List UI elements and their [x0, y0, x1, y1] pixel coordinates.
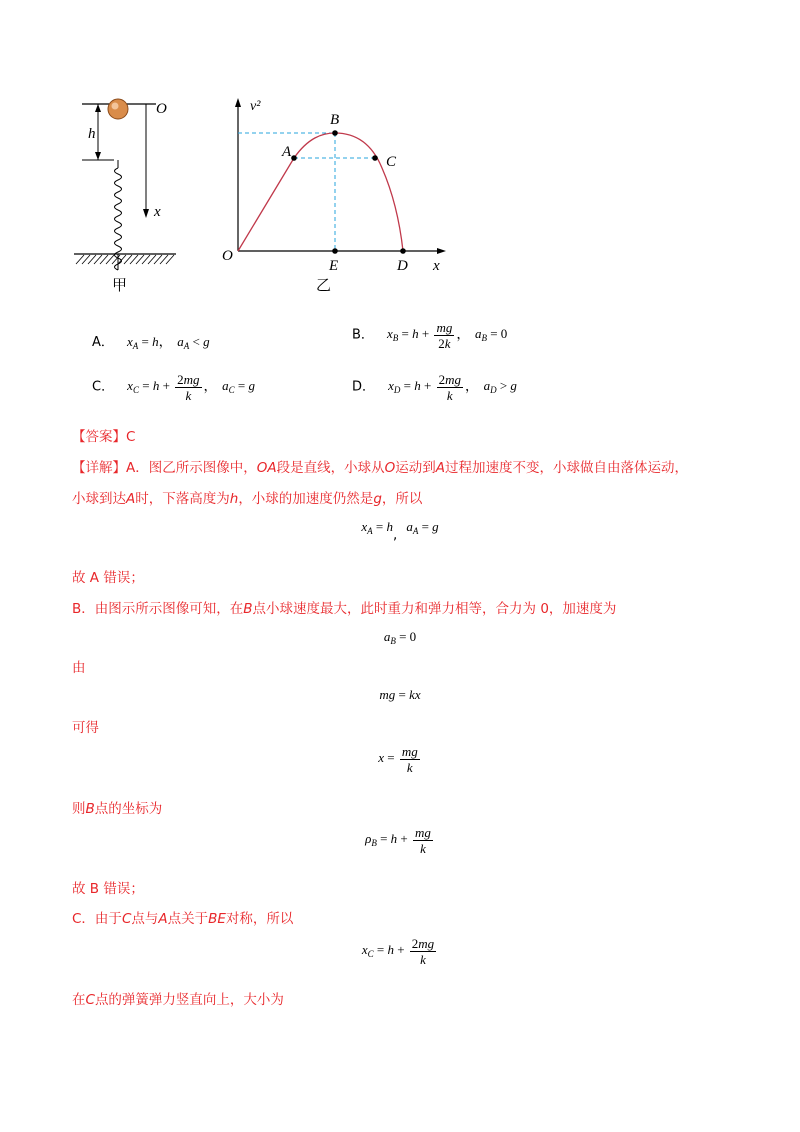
label-b: B	[330, 112, 340, 128]
option-d[interactable]: D． $x_D = h$ + $\frac{2mg}{k}$ ， $a_D > g$	[352, 372, 517, 403]
point-a	[291, 155, 297, 161]
last-line: 在C点的弹簧弹力竖直向上，大小为	[72, 992, 284, 1008]
formula-rhob: $\rho_B = h$ + $\frac{mg}{k}$	[365, 825, 431, 856]
formula-mg-kx: mg = kx	[379, 687, 421, 702]
figure-jia	[60, 88, 200, 308]
caption-jia: 甲	[112, 278, 128, 294]
label-o: O	[156, 101, 167, 117]
label-d: D	[397, 258, 408, 274]
you: 由	[72, 660, 86, 676]
label-v2: v²	[250, 99, 261, 114]
b-wrong: 故 B 错误；	[72, 881, 144, 897]
zeb-line: 则B点的坐标为	[72, 801, 163, 817]
point-c	[372, 155, 378, 161]
answer: 【答案】C	[72, 429, 136, 445]
caption-yi: 乙	[316, 278, 332, 294]
label-e: E	[329, 258, 339, 274]
formula-x-mg-k: x = $\frac{mg}{k}$	[378, 744, 418, 775]
formula-xa-aa: $x_A = h_,$ $a_A = g$	[361, 519, 439, 543]
v2-curve	[238, 133, 403, 251]
label-x-axis: x	[433, 258, 440, 274]
point-e	[332, 248, 338, 254]
formula-ab: $a_B = 0$	[383, 629, 417, 646]
label-x: x	[154, 204, 161, 220]
option-a[interactable]: A． $x_A = h$， $a_A < g$	[92, 334, 210, 351]
a-wrong: 故 A 错误；	[72, 570, 144, 586]
kede: 可得	[72, 720, 99, 736]
c-line: C．由于C点与A点关于BE对称，所以	[72, 911, 294, 927]
b-line: B．由图示所示图像可知，在B点小球速度最大，此时重力和弹力相等，合力为 0，加速度为	[72, 601, 617, 617]
option-b[interactable]: B． $x_B = h$ + $\frac{mg}{2k}$ ， $a_B = 0$	[352, 320, 508, 351]
label-c: C	[386, 154, 397, 170]
formula-xc: $x_C = h$ + $\frac{2mg}{k}$	[361, 936, 435, 967]
detail-line-2: 小球到达A时，下落高度为h，小球的加速度仍然是g，所以	[72, 491, 423, 507]
option-c[interactable]: C． $x_C = h$ + $\frac{2mg}{k}$ ， $a_C = g$	[92, 372, 255, 403]
label-origin: O	[222, 248, 233, 264]
label-a: A	[282, 144, 292, 160]
point-d	[400, 248, 406, 254]
detail-line-1: 【详解】A．图乙所示图像中，OA段是直线，小球从O运动到A过程加速度不变，小球做自由落体运动，	[72, 460, 689, 476]
figure-yi	[218, 88, 458, 308]
dashed-guides	[238, 133, 375, 251]
point-b	[332, 130, 338, 136]
label-h: h	[88, 126, 96, 142]
ball	[108, 99, 128, 119]
